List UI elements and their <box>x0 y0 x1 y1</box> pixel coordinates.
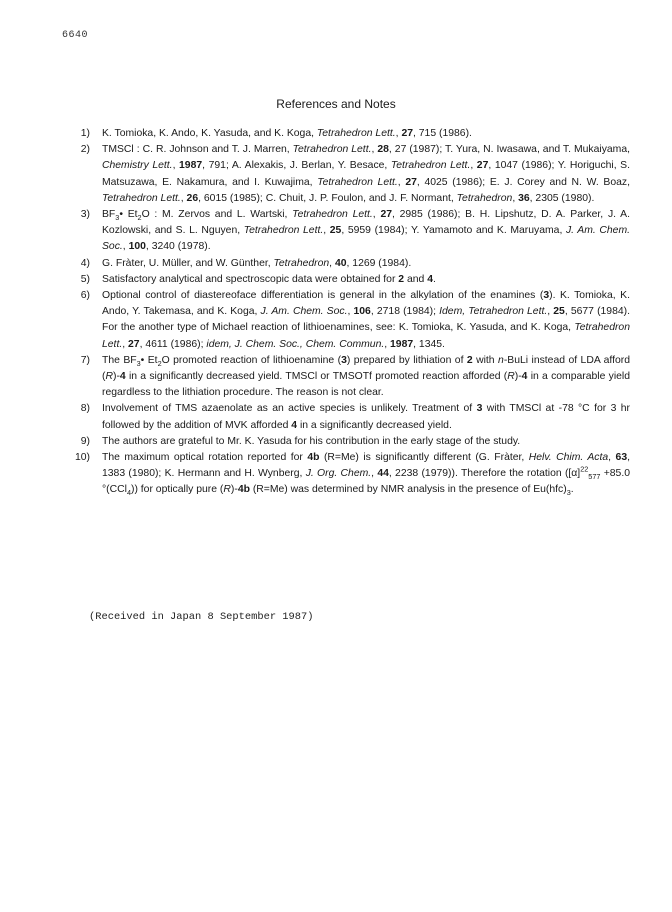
reference-segment: , <box>372 209 381 221</box>
reference-segment: Idem, Tetrahedron Lett. <box>439 306 548 318</box>
reference-segment: K. Tomioka, K. Ando, K. Yasuda, and K. Koga, <box>102 128 317 139</box>
reference-segment: ) prepared by lithiation of <box>346 354 467 366</box>
reference-segment: 63 <box>615 452 628 464</box>
reference-segment: , <box>384 338 391 350</box>
reference-segment: Involvement of TMS azaenolate as an active species is unlikely. Treatment of <box>102 403 477 415</box>
reference-segment: Tetrahedron Lett. <box>316 128 396 139</box>
reference-segment: O : M. Zervos and L. Wartski, <box>141 209 293 221</box>
reference-segment: with <box>472 354 499 366</box>
page-number: 6640 <box>62 30 89 41</box>
reference-segment: 100 <box>128 241 146 253</box>
reference-number: 5) <box>80 273 90 285</box>
reference-segment: , 2305 (1980). <box>529 192 595 204</box>
reference-segment: , <box>172 160 180 172</box>
reference-segment: G. Fràter, U. Müller, and W. Günther, <box>102 257 274 269</box>
reference-item <box>56 142 630 207</box>
reference-segment: Chemistry Lett. <box>102 160 173 172</box>
reference-segment: (R=Me) was determined by NMR analysis in the presence of Eu(hfc) <box>249 484 567 496</box>
reference-segment: Tetrahedron <box>456 192 513 204</box>
reference-number: 8) <box>80 403 90 415</box>
reference-text <box>102 450 630 499</box>
reference-segment: Tetrahedron Lett. <box>390 160 471 172</box>
reference-segment: . <box>432 273 436 285</box>
reference-segment: Tetrahedron Lett. <box>292 209 373 221</box>
reference-segment: , 5959 (1984); Y. Yamamoto and K. Maruyama, <box>341 225 566 237</box>
reference-segment: 27 <box>380 209 392 221</box>
reference-segment: +85.0 °(CCl <box>102 468 630 496</box>
received-date: (Received in Japan 8 September 1987) <box>89 611 314 623</box>
reference-segment: , <box>347 306 354 318</box>
reference-segment: 40 <box>334 257 347 269</box>
reference-segment: , 1383 (1980); K. Hermann and H. Wynberg, <box>102 452 630 480</box>
reference-number: 2) <box>80 144 90 156</box>
reference-segment: , <box>329 257 335 269</box>
reference-segment: , 4025 (1986); E. J. Corey and N. W. Boaz, <box>416 176 630 188</box>
reference-segment: 3 <box>476 403 483 415</box>
reference-number: 3) <box>80 209 90 221</box>
reference-segment: , 3240 (1978). <box>145 241 211 253</box>
reference-item <box>56 256 630 272</box>
reference-segment: 4 <box>521 371 528 383</box>
reference-segment: The maximum optical rotation reported for <box>102 452 308 464</box>
reference-segment: TMSCl : C. R. Johnson and T. J. Marren, <box>102 144 293 156</box>
reference-item <box>56 401 630 433</box>
reference-segment: , 715 (1986). <box>413 128 472 139</box>
reference-segment: , <box>397 176 406 188</box>
reference-segment: , <box>608 452 616 464</box>
reference-segment: R <box>507 371 515 383</box>
reference-segment: 2 <box>137 213 142 223</box>
reference-segment: , <box>547 306 554 318</box>
reference-text <box>102 353 630 402</box>
reference-segment: 2 <box>466 354 473 366</box>
reference-text <box>102 434 630 450</box>
reference-segment: • Et <box>140 354 158 366</box>
reference-segment: 4 <box>126 488 131 498</box>
reference-segment: , <box>122 241 129 253</box>
reference-segment: , <box>371 144 378 156</box>
reference-segment: 106 <box>353 306 371 318</box>
reference-segment: 25 <box>329 225 342 237</box>
reference-number: 6) <box>80 290 90 302</box>
reference-segment: 1987 <box>179 160 203 172</box>
reference-segment: , 2238 (1979)). Therefore the rotation ([α] <box>388 468 581 480</box>
reference-segment: and <box>404 273 428 285</box>
reference-segment: Tetrahedron Lett. <box>102 322 630 350</box>
reference-segment: in a significantly decreased yield. <box>297 419 452 431</box>
reference-segment: The authors are grateful to Mr. K. Yasuda for his contribution in the early stage of the study. <box>102 435 521 447</box>
reference-number: 1) <box>80 128 90 139</box>
reference-number: 10) <box>74 452 90 464</box>
reference-segment: with TMSCl at -78 °C for 3 hr followed by the addition of MVK afforded <box>102 403 630 431</box>
reference-segment: , 2985 (1986); B. H. Lipshutz, D. A. Parker, J. A. Kozlowski, and S. L. Nguyen, <box>102 209 631 237</box>
reference-segment: , 791; A. Alexakis, J. Berlan, Y. Besace, <box>202 160 391 172</box>
reference-segment: Tetrahedron Lett. <box>102 192 181 204</box>
reference-segment: Tetrahedron Lett. <box>243 225 324 237</box>
reference-text <box>102 272 630 288</box>
reference-segment: 1987 <box>390 338 414 350</box>
reference-segment: 44 <box>377 468 389 480</box>
reference-segment: , 6015 (1985); C. Chuit, J. P. Foulon, and J. F. Normant, <box>198 192 457 204</box>
reference-item <box>56 272 630 288</box>
reference-segment: n <box>498 354 504 366</box>
section-title: References and Notes <box>276 97 396 111</box>
reference-segment: J. Am. Chem. Soc. <box>260 306 348 318</box>
reference-segment: 4b <box>237 484 250 496</box>
reference-segment: , <box>395 128 402 139</box>
reference-item <box>56 353 630 402</box>
reference-segment: 26 <box>186 192 199 204</box>
reference-number: 7) <box>80 354 90 366</box>
reference-segment: Tetrahedron <box>273 257 330 269</box>
reference-segment: , <box>323 225 330 237</box>
reference-segment: )- <box>112 371 120 383</box>
reference-segment: 22 <box>580 464 589 474</box>
reference-segment: 25 <box>553 306 565 318</box>
reference-segment: • Et <box>119 209 138 221</box>
reference-segment: , 5677 (1984). For the another type of Michael reaction of lithioenamines, see: K. Tomioka, K. Yasuda, and K. Koga, <box>102 306 630 334</box>
reference-segment: 4 <box>291 419 298 431</box>
reference-segment: R <box>223 484 231 496</box>
reference-segment: in a significantly decreased yield. TMSCl or TMSOTf promoted reaction afforded ( <box>125 371 508 383</box>
reference-segment: Tetrahedron Lett. <box>292 144 372 156</box>
reference-segment: , <box>512 192 519 204</box>
reference-item <box>56 450 630 499</box>
reference-segment: 3 <box>543 290 550 302</box>
reference-segment: 4b <box>307 452 320 464</box>
reference-segment: 3 <box>341 354 347 366</box>
reference-segment: J. Org. Chem. <box>305 468 372 480</box>
reference-text <box>102 401 630 433</box>
reference-segment: in a comparable yield regardless to the lithiation procedure. The reason is not clear. <box>102 371 631 399</box>
reference-text <box>102 256 630 272</box>
reference-segment: , <box>470 160 477 172</box>
reference-segment: Helv. Chim. Acta <box>528 452 609 464</box>
reference-segment: Tetrahedron Lett. <box>317 176 398 188</box>
reference-segment: idem, J. Chem. Soc., Chem. Commun. <box>206 338 385 350</box>
reference-segment: , 1345. <box>413 338 445 350</box>
reference-segment: , 2718 (1984); <box>370 306 440 318</box>
reference-segment: (R=Me) is significantly different (G. Fràter, <box>319 452 529 464</box>
reference-item <box>56 207 630 256</box>
reference-segment: Optional control of diastereoface differentiation is general in the alkylation of the enamines ( <box>102 290 544 302</box>
reference-segment: 27 <box>401 128 413 139</box>
reference-text <box>102 142 630 207</box>
reference-segment: ). K. Tomioka, K. Ando, Y. Takemasa, and K. Koga, <box>102 290 630 318</box>
reference-item <box>56 288 630 353</box>
reference-segment: 3 <box>115 213 120 223</box>
reference-segment: 2 <box>157 358 162 368</box>
reference-segment: 27 <box>476 160 489 172</box>
reference-segment: Satisfactory analytical and spectroscopic data were obtained for <box>102 273 399 285</box>
reference-segment: 4 <box>119 371 126 383</box>
reference-segment: 36 <box>518 192 530 204</box>
reference-segment: 2 <box>398 273 405 285</box>
reference-segment: , 4611 (1986); <box>139 338 207 350</box>
reference-number: 9) <box>80 435 90 447</box>
reference-segment: The BF <box>102 354 137 366</box>
reference-segment: , <box>122 338 128 350</box>
reference-segment: )- <box>514 371 522 383</box>
reference-segment: 27 <box>405 176 417 188</box>
reference-segment: BF <box>102 209 116 221</box>
reference-segment: 3 <box>136 358 141 368</box>
reference-text <box>102 207 630 256</box>
reference-segment: R <box>105 371 113 383</box>
reference-segment: . <box>570 484 574 496</box>
reference-segment: 3 <box>566 488 571 498</box>
reference-segment: )) for optically pure ( <box>130 484 224 496</box>
reference-text <box>102 126 630 142</box>
reference-segment: 577 <box>588 472 601 482</box>
reference-text <box>102 288 630 353</box>
reference-segment: O promoted reaction of lithioenamine ( <box>161 354 342 366</box>
reference-segment: 28 <box>377 144 389 156</box>
reference-segment: J. Am. Chem. Soc. <box>102 225 630 253</box>
reference-item <box>56 434 630 450</box>
reference-item <box>56 126 630 142</box>
reference-number: 4) <box>80 257 90 269</box>
reference-segment: , 1047 (1986); Y. Horiguchi, S. Matsuzawa, E. Nakamura, and I. Kuwajima, <box>102 160 631 188</box>
reference-segment: 27 <box>128 338 140 350</box>
reference-list <box>56 126 630 499</box>
reference-segment: -BuLi instead of LDA afford ( <box>102 354 631 383</box>
reference-segment: , 1269 (1984). <box>346 257 412 269</box>
reference-segment: , <box>180 192 187 204</box>
reference-segment: 4 <box>427 273 433 285</box>
reference-segment: , <box>371 468 378 480</box>
reference-segment: , 27 (1987); T. Yura, N. Iwasawa, and T. Mukaiyama, <box>388 144 631 156</box>
reference-segment: )- <box>230 484 238 496</box>
